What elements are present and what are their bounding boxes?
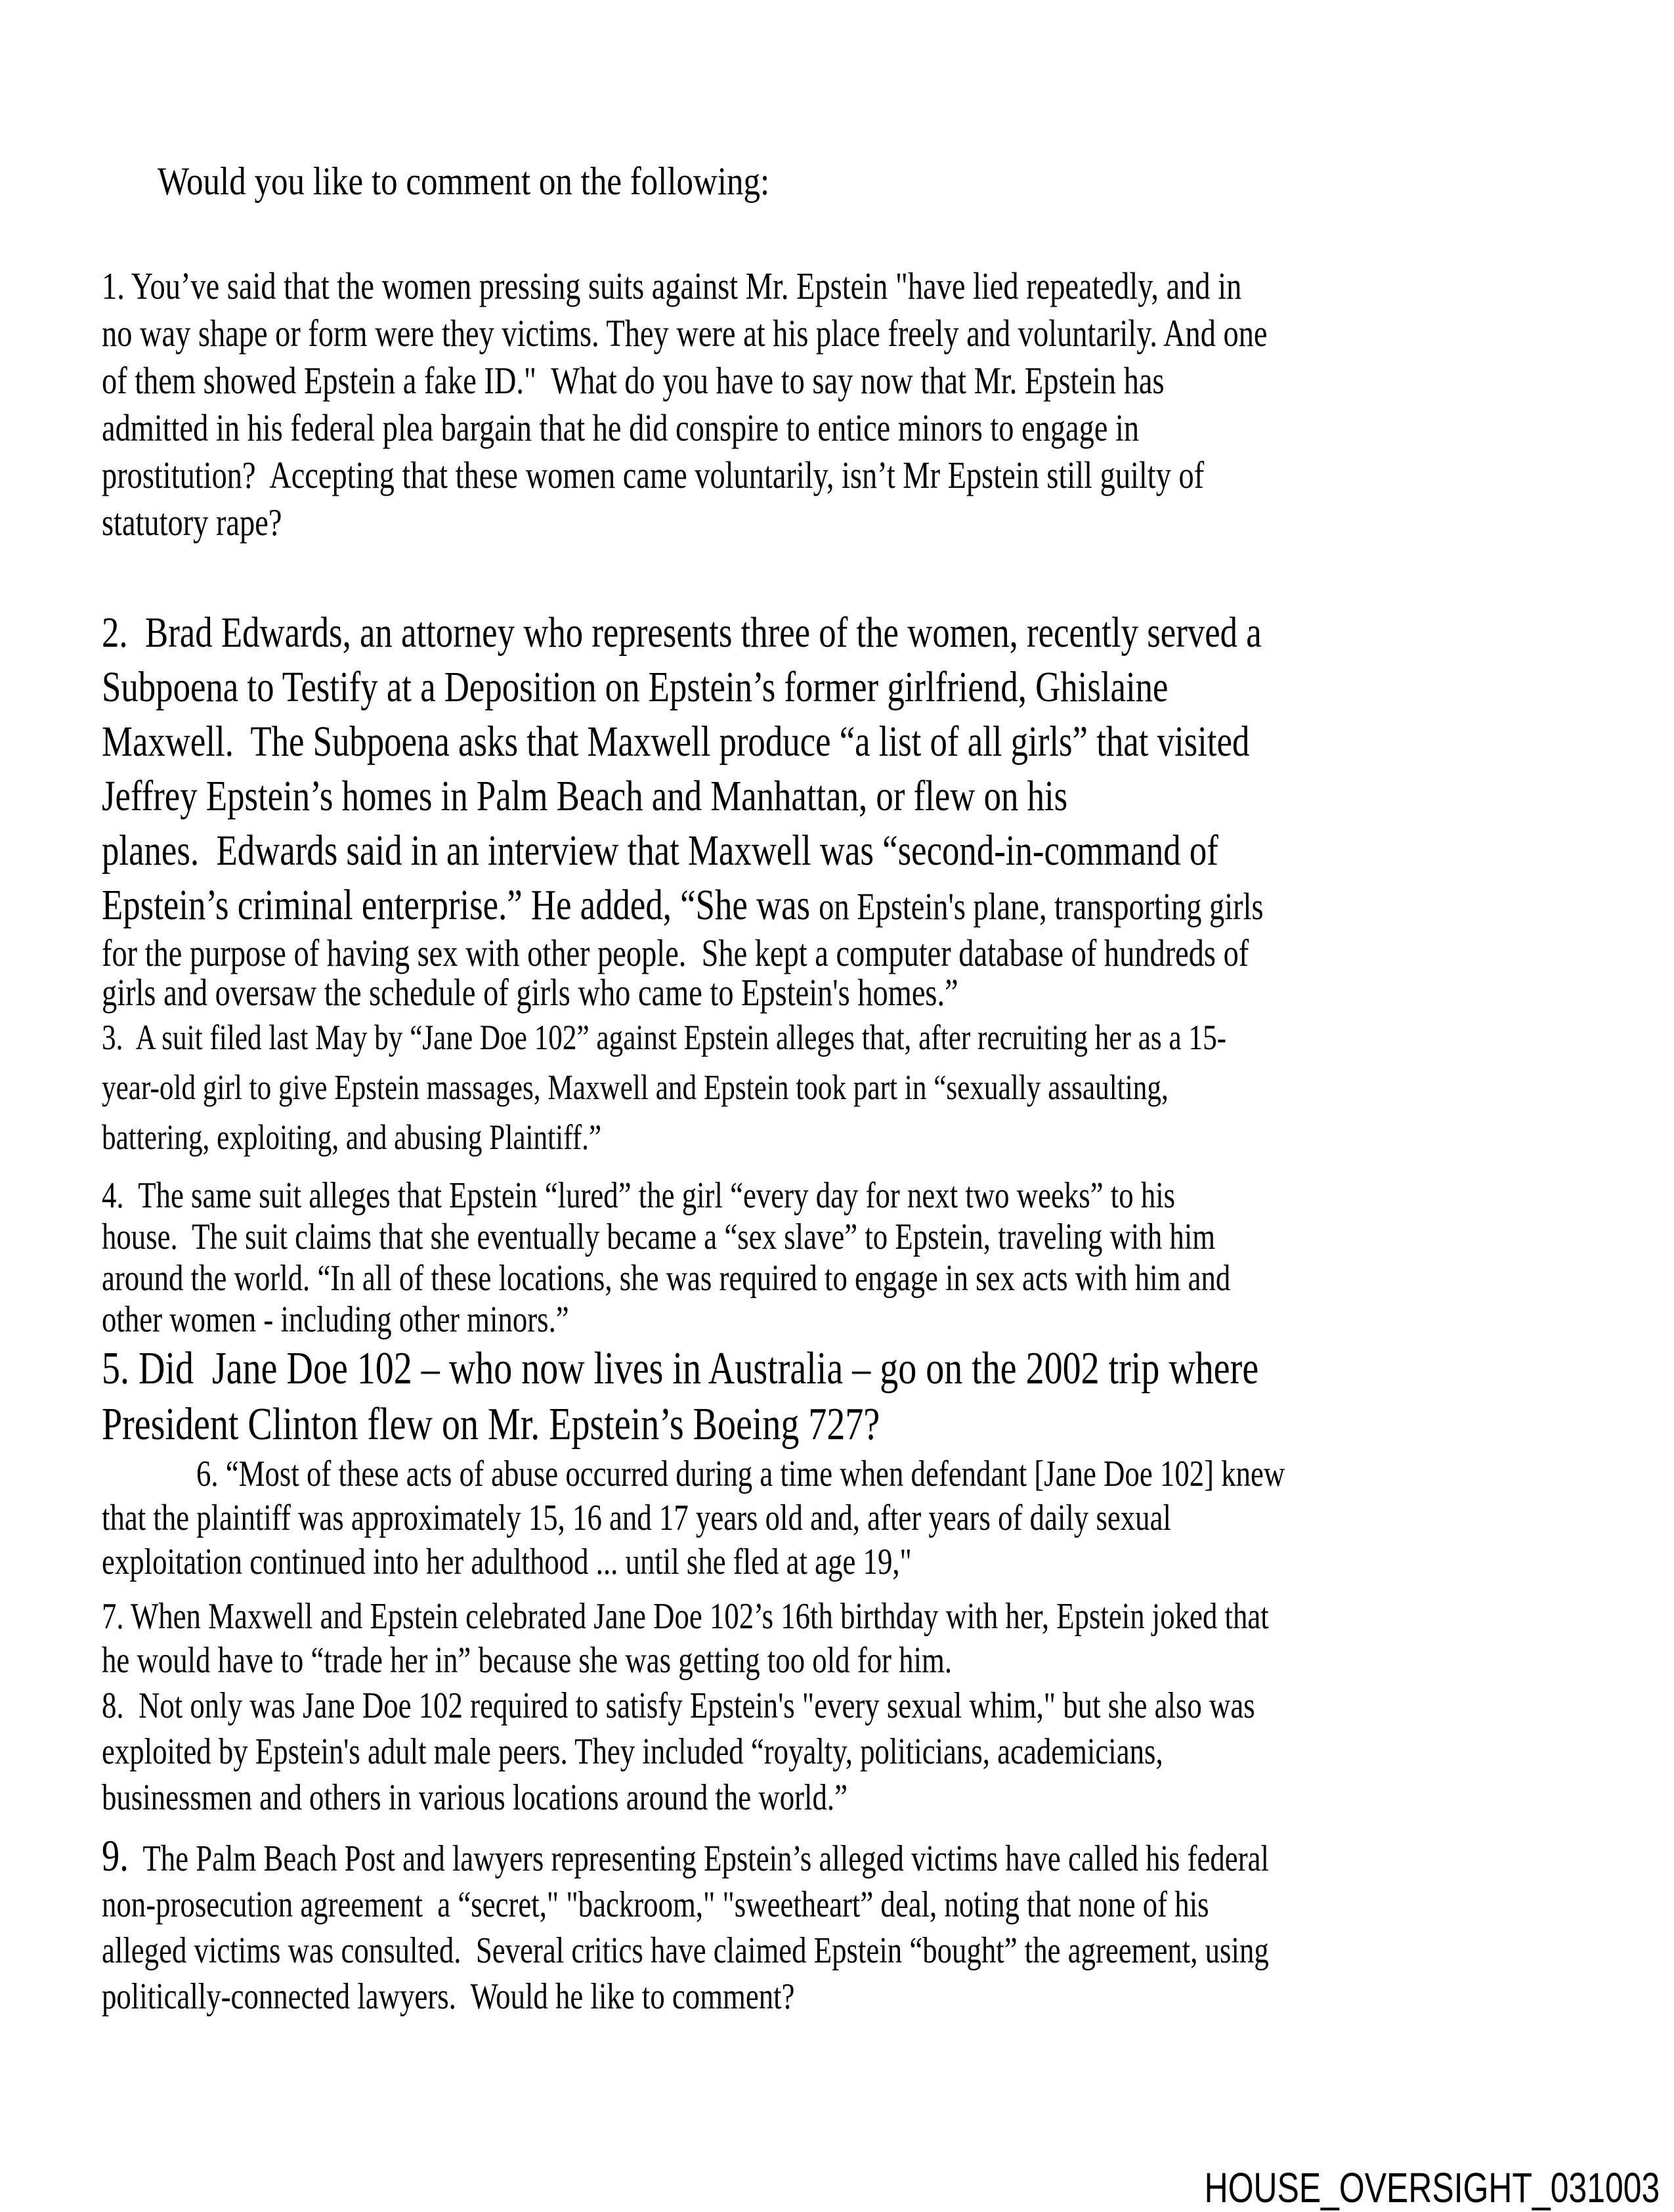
text-line [102,660,1360,714]
text-segment: of them showed Epstein a fake ID." What do you have to say now that Mr. Epstein has [102,359,1165,402]
text-line [102,1540,1360,1584]
text-segment: 4. The same suit alleges that Epstein “lured” the girl “every day for next two weeks” to his [102,1175,1176,1216]
text-segment: for the purpose of having sex with other people. She kept a computer database of hundreds of [102,932,1249,974]
question-1 [102,263,1674,546]
text-line [102,973,1360,1012]
text-line [102,1062,1360,1112]
question-4 [102,1175,1674,1341]
text-segment: that the plaintiff was approximately 15, 16 and 17 years old and, after years of daily sexual [102,1498,1171,1538]
text-segment: politically-connected lawyers. Would he like to comment? [102,1976,795,2017]
question-3 [102,1012,1674,1162]
text-line [102,1452,1360,1496]
text-segment: no way shape or form were they victims. They were at his place freely and voluntarily. And one [102,312,1268,355]
text-segment: statutory rape? [102,501,282,544]
text-segment: exploited by Epstein's adult male peers. They included “royalty, politicians, academicians, [102,1731,1163,1772]
question-6 [102,1452,1674,1584]
text-line [102,1595,1360,1639]
question-9 [102,1832,1674,2020]
text-line [102,714,1360,769]
text-segment: non-prosecution agreement a “secret," "backroom," "sweetheart” deal, noting that none of his [102,1884,1209,1925]
text-segment: alleged victims was consulted. Several critics have claimed Epstein “bought” the agreement, using [102,1930,1269,1971]
bates-number: HOUSE_OVERSIGHT_031003 [1204,2164,1660,2211]
text-segment: 2. Brad Edwards, an attorney who represents three of the women, recently served a [102,609,1262,657]
text-segment: 7. When Maxwell and Epstein celebrated Jane Doe 102’s 16th birthday with her, Epstein joked that [102,1596,1269,1637]
text-segment: Maxwell. The Subpoena asks that Maxwell produce “a list of all girls” that visited [102,718,1250,766]
text-line [102,1012,1360,1062]
text-segment: President Clinton flew on Mr. Epstein’s Boeing 727? [102,1399,880,1450]
text-segment: around the world. “In all of these locations, she was required to engage in sex acts with him and [102,1258,1231,1299]
text-line [102,1175,1360,1217]
text-line [102,499,1360,546]
document-heading: Would you like to comment on the following: [158,160,770,203]
text-segment: 5. Did Jane Doe 102 – who now lives in Australia – go on the 2002 trip where [102,1343,1259,1394]
text-line [102,1112,1360,1162]
question-5 [102,1341,1674,1452]
text-segment: year-old girl to give Epstein massages, Maxwell and Epstein took part in “sexually assaulting, [102,1068,1169,1107]
text-line [102,1775,1360,1821]
text-segment: 1. You’ve said that the women pressing suits against Mr. Epstein "have lied repeatedly, and in [102,265,1242,307]
text-line [102,1397,1360,1452]
text-segment: 8. Not only was Jane Doe 102 required to satisfy Epstein's "every sexual whim," but she also was [102,1685,1255,1726]
text-segment: 3. A suit filed last May by “Jane Doe 102” against Epstein alleges that, after recruiting her as a 15- [102,1018,1227,1057]
text-segment: businessmen and others in various locations around the world.” [102,1777,848,1818]
text-segment: The Palm Beach Post and lawyers representing Epstein’s alleged victims have called his federal [128,1838,1269,1879]
text-segment: 9. [102,1831,129,1880]
text-line [102,1729,1360,1775]
text-line [102,1832,1360,1882]
text-line [102,357,1360,404]
text-segment: Subpoena to Testify at a Deposition on Epstein’s former girlfriend, Ghislaine [102,663,1169,711]
text-segment: prostitution? Accepting that these women came voluntarily, isn’t Mr Epstein still guilty of [102,454,1205,496]
question-7 [102,1595,1674,1683]
text-line [102,1299,1360,1341]
text-segment: Epstein’s criminal enterprise.” He added, “She was [102,881,819,929]
text-line [102,1974,1360,2020]
text-line [102,1928,1360,1974]
text-segment: admitted in his federal plea bargain that he did conspire to entice minors to engage in [102,406,1140,449]
text-segment: planes. Edwards said in an interview that Maxwell was “second-in-command of [102,827,1218,875]
text-line [102,1496,1360,1540]
text-segment: girls and oversaw the schedule of girls who came to Epstein's homes.” [102,971,958,1014]
text-segment: Jeffrey Epstein’s homes in Palm Beach and Manhattan, or flew on his [102,772,1068,820]
text-line [102,263,1360,310]
text-line [102,1882,1360,1928]
text-segment: exploitation continued into her adulthood ... until she fled at age 19," [102,1542,912,1582]
text-segment: other women - including other minors.” [102,1299,569,1340]
question-2 [102,605,1674,1012]
text-line [102,769,1360,823]
text-line [102,1639,1360,1683]
text-line [102,1341,1360,1397]
text-segment: house. The suit claims that she eventually became a “sex slave” to Epstein, traveling with him [102,1217,1216,1257]
question-8 [102,1683,1674,1821]
text-line [102,934,1360,973]
text-segment: he would have to “trade her in” because she was getting too old for him. [102,1640,953,1681]
text-line [102,878,1360,934]
text-line [102,1217,1360,1258]
text-line [102,1683,1360,1729]
text-segment: on Epstein's plane, transporting girls [819,885,1264,928]
text-line [102,605,1360,660]
text-line [102,404,1360,452]
text-line [102,452,1360,499]
text-line [102,823,1360,878]
text-segment: 6. “Most of these acts of abuse occurred during a time when defendant [Jane Doe 102] knew [196,1454,1285,1494]
text-segment: battering, exploiting, and abusing Plaintiff.” [102,1117,602,1157]
text-line [102,1258,1360,1299]
text-line [102,310,1360,357]
